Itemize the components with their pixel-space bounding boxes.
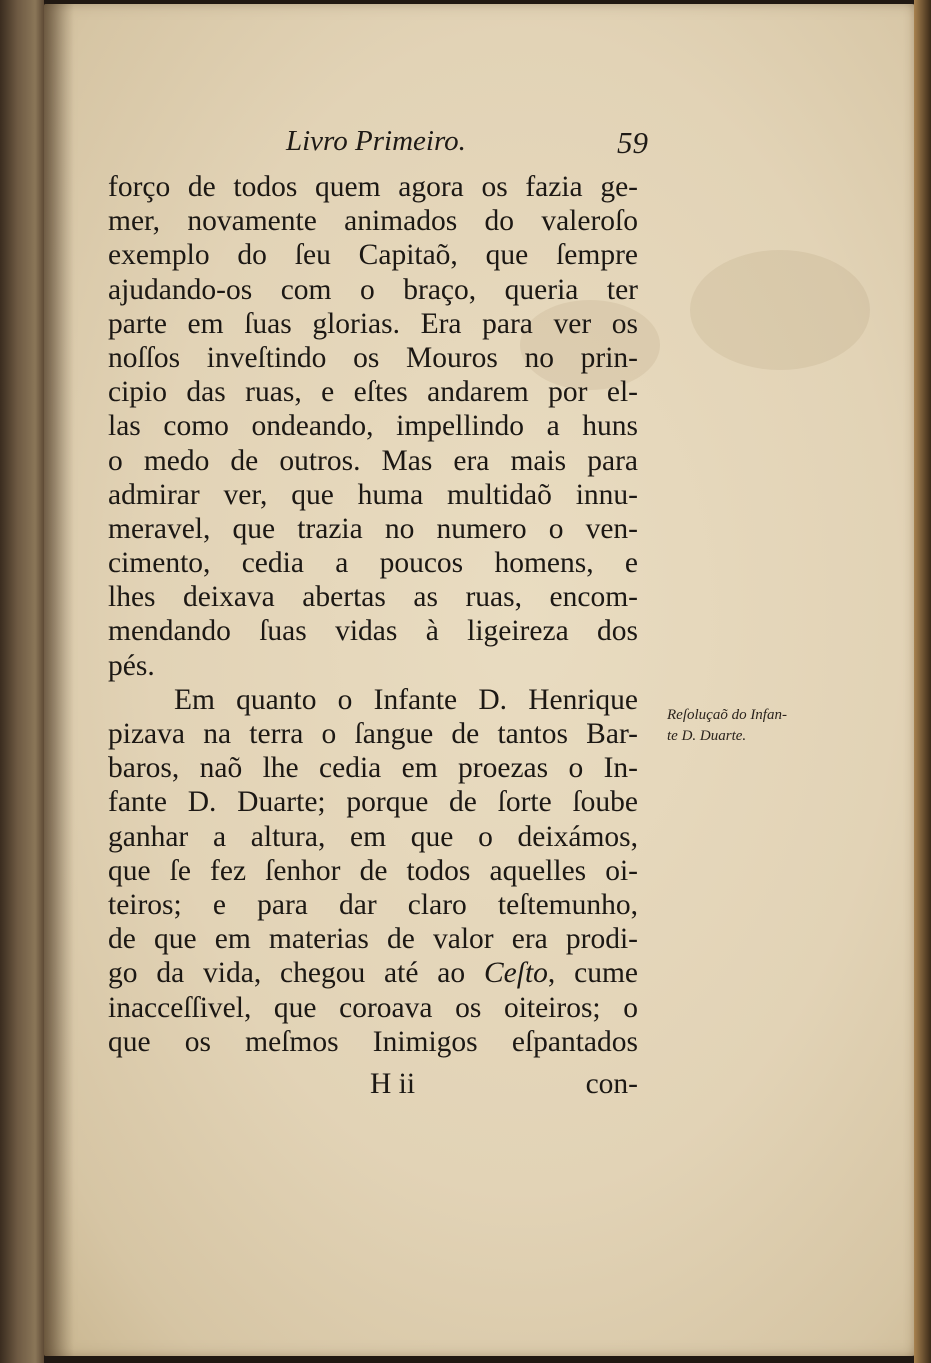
text-line: Em quanto o Infante D. Henrique <box>174 683 638 716</box>
paper-stain <box>690 250 870 370</box>
text-line: fante D. Duarte; porque de ſorte ſoube <box>108 786 638 819</box>
text-line: cimento, cedia a poucos homens, e <box>108 547 638 580</box>
text-line: exemplo do ſeu Capitaõ, que ſempre <box>108 239 638 272</box>
italic-word: Ceſto <box>483 957 548 990</box>
text-line: que ſe fez ſenhor de todos aquelles oi- <box>108 854 638 887</box>
text-line: forço de todos quem agora os fazia ge- <box>108 171 638 203</box>
text-line-head: go da vida, chegou até ao <box>108 957 484 990</box>
text-line: inacceſſivel, que coroava os oiteiros; o <box>108 991 638 1024</box>
text-line: de que em materias de valor era prodi- <box>108 923 638 956</box>
text-line: lhes deixava abertas as ruas, encom- <box>108 581 638 614</box>
running-head: Livro Primeiro. <box>286 125 466 157</box>
footer-catchline <box>108 1068 638 1104</box>
text-line: noſſos inveſtindo os Mouros no prin- <box>108 341 638 374</box>
page-right-edge <box>914 0 931 1363</box>
text-line: las como ondeando, impellindo a huns <box>108 410 638 443</box>
text-line: admirar ver, que huma multidaõ innu- <box>108 478 638 511</box>
text-line-tail: , cume <box>547 957 639 990</box>
page-header <box>108 125 648 165</box>
catchword: con- <box>585 1068 638 1100</box>
marginal-note <box>667 705 827 747</box>
body-text <box>108 170 638 1059</box>
text-line: ajudando-os com o braço, queria ter <box>108 273 638 306</box>
marginal-note-line: Reſoluçaõ do Infan- <box>667 707 787 723</box>
text-line: ganhar a altura, em que o deixámos, <box>108 820 638 853</box>
text-line: o medo de outros. Mas era mais para <box>108 444 638 477</box>
text-line: teiros; e para dar claro teſtemunho, <box>108 888 638 921</box>
text-line: parte em ſuas glorias. Era para ver os <box>108 307 638 340</box>
text-line: que os meſmos Inimigos eſpantados <box>108 1025 638 1058</box>
text-line <box>108 956 638 990</box>
text-line: mer, novamente animados do valeroſo <box>108 205 638 238</box>
text-line: cipio das ruas, e eſtes andarem por el- <box>108 376 638 409</box>
text-line: baros, naõ lhe cedia em proezas o In- <box>108 752 638 785</box>
text-line: meravel, que trazia no numero o ven- <box>108 512 638 545</box>
text-line: mendando ſuas vidas à ligeireza dos <box>108 615 638 648</box>
signature-mark: H ii <box>370 1068 416 1100</box>
page-number: 59 <box>617 125 648 160</box>
gutter-shadow <box>44 4 74 1356</box>
previous-page-edge <box>0 0 44 1363</box>
text-line: pés. <box>108 649 155 682</box>
marginal-note-line: te D. Duarte. <box>667 728 747 744</box>
text-line: pizava na terra o ſangue de tantos Bar- <box>108 718 638 750</box>
